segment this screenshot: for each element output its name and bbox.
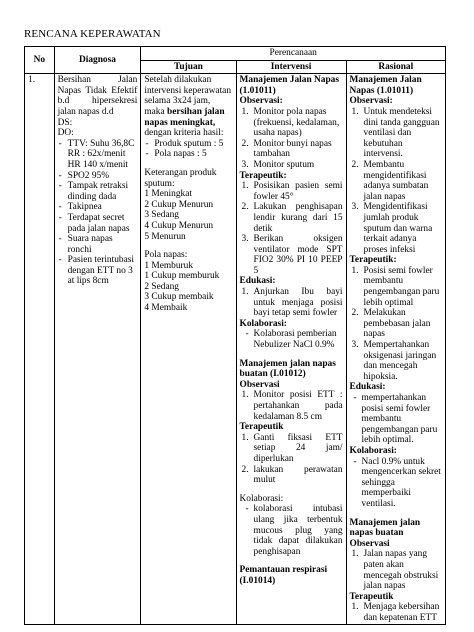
rasional-m1-edu-list	[350, 393, 442, 446]
intervensi-m2-kol-list	[240, 504, 343, 557]
rasional-m1-obs: Observasi:	[349, 96, 393, 107]
cell-no	[25, 74, 55, 625]
list-item: - Pola napas : 5	[144, 149, 232, 160]
list-item: - Pasien terintubasi dengan ETT no 3 at lips 8cm	[58, 255, 138, 287]
intervensi-m1-edu: Edukasi:	[239, 276, 276, 287]
rasional-m2-ter: Terapeutik	[349, 591, 394, 602]
rasional-m1-obs-list	[350, 107, 442, 255]
list-item: - Suara napas ronchi	[58, 234, 138, 255]
list-item: 2. lakukan perawatan mulut	[241, 464, 343, 486]
list-item: 3. Berikan oksigen ventilator mode SPT FIO2 30% PI 10 PEEP 5	[241, 234, 343, 276]
rasional-m2-ter-list	[350, 602, 442, 623]
sputum-label: Keterangan produk sputum:	[144, 167, 217, 189]
list-item: 1. Untuk mendeteksi dini tanda gangguan ventilasi dan kebutuhan intervensi.	[351, 106, 440, 160]
rasional-m2-obs-list	[350, 549, 442, 591]
list-item: - Tampak retraksi dinding dada	[58, 181, 138, 202]
rasional-m1-title: Manajemen Jalan Napas (1.01011)	[349, 75, 422, 96]
header-intervensi: Intervensi	[236, 60, 346, 74]
rasional-m1-ter-list	[350, 266, 442, 383]
scale-item: 1 Memburuk	[144, 260, 194, 271]
diagnosa-ds: DS:	[57, 117, 73, 128]
list-item: 1. Posisi semi fowler membantu pengembangan paru lebih optimal	[351, 265, 440, 308]
header-tujuan: Tujuan	[141, 60, 236, 74]
list-item: 1. Jalan napas yang paten akan mencegah obstruksi jalan napas	[351, 549, 439, 592]
scale-item: 2 Cukup Menurun	[144, 199, 214, 210]
intervensi-m2-obs-list	[240, 390, 343, 422]
intervensi-m1-ter-list	[240, 181, 343, 276]
scale-item: 1 Cukup memburuk	[144, 271, 220, 282]
list-item: 2. Melakukan pembebasan jalan napas	[351, 308, 431, 340]
document-title: RENCANA KEPERAWATAN	[24, 28, 161, 40]
diagnosa-do: DO:	[57, 128, 74, 139]
rasional-m2-title: Manajemen jalan napas buatan	[349, 517, 421, 539]
rasional-m1-edu: Edukasi:	[349, 382, 386, 393]
cell-tujuan	[141, 74, 236, 625]
cell-intervensi	[236, 74, 346, 625]
list-item: 3. Monitor sputum	[241, 159, 315, 170]
list-item: 1. Ganti fiksasi ETT setiap 24 jam/ diperlukan	[241, 432, 343, 464]
header-rasional: Rasional	[346, 60, 445, 74]
diagnosa-intro: Bersihan Jalan Napas Tidak Efektif b.d hipersekresi jalan napas d.d	[57, 75, 138, 117]
rasional-m1-ter: Terapeutik:	[349, 255, 397, 266]
intervensi-m1-title: Manajemen Jalan Napas (1.01011)	[239, 75, 340, 96]
list-item: - mempertahankan posisi semi fowler membantu pengembangan paru lebih optimal.	[354, 393, 442, 446]
list-item: - Takipnea	[58, 202, 138, 213]
list-item: - Kolaborasi pemberian Nebulizer NaCl 0.9%	[246, 329, 343, 350]
scale-item: 4 Cukup Menurun	[144, 220, 214, 231]
diagnosa-list	[58, 139, 138, 287]
cell-diagnosa	[54, 74, 141, 625]
list-item: - Terdapat secret pada jalan napas	[58, 213, 138, 234]
intervensi-m1-edu-list	[240, 287, 343, 319]
scale-item: 4 Membaik	[144, 303, 188, 314]
rasional-m1-kol-list	[350, 457, 442, 510]
intervensi-m1-kol-list	[240, 329, 343, 350]
header-diagnosa: Diagnosa	[54, 47, 141, 74]
tujuan-pre: Setelah dilakukan intervensi keperawatan selama 3x24 jam, maka	[144, 75, 232, 117]
tujuan-post: dengan kriteria hasil:	[144, 128, 224, 139]
header-perencanaan: Perencanaan	[141, 47, 446, 61]
table-row	[25, 74, 446, 625]
list-item: 2. Lakukan penghisapan lendir kurang dari 15 detik	[241, 202, 343, 234]
list-item: 1. Monitor posisi ETT : pertahankan pada kedalaman 8.5 cm	[241, 390, 343, 422]
tujuan-bold: bersihan jalan napas meningkat,	[144, 106, 225, 128]
tujuan-statement	[144, 75, 232, 139]
care-plan-table	[24, 46, 446, 625]
rasional-m2-obs: Observasi	[349, 538, 390, 549]
scale-item: 5 Menurun	[144, 231, 186, 242]
list-item: 3. Mempertahankan oksigenasi jaringan dan mencegah hipoksia.	[351, 340, 437, 382]
cell-rasional	[346, 74, 445, 625]
intervensi-m2-kol: Kolaborasi:	[239, 493, 284, 504]
pola-label: Pola napas:	[144, 250, 188, 261]
intervensi-m1-obs: Observasi:	[239, 96, 283, 107]
rasional-m1-kol: Kolaborasi:	[349, 445, 397, 456]
kriteria-list	[144, 139, 232, 160]
list-item: 1. Monitor pola napas (frekuensi, kedalaman, usaha napas)	[241, 106, 340, 139]
intervensi-m1-obs-list	[240, 107, 343, 171]
scale-item: 1 Meningkat	[144, 189, 192, 200]
list-item: - TTV: Suhu 36,8C RR : 62x/menit HR 140 x/menit	[58, 139, 138, 171]
scale-item: 3 Sedang	[144, 210, 179, 221]
intervensi-m2-ter-list	[240, 433, 343, 486]
list-item: - Nacl 0.9% untuk mengencerkan sekret sehingga memperbaiki ventilasi.	[354, 457, 442, 510]
list-item: 1. Anjurkan Ibu bayi untuk menjaga posisi bayi tetap semi fowler	[241, 287, 343, 319]
row-number: 1.	[28, 75, 36, 86]
intervensi-m2-ter: Terapeutik	[239, 422, 284, 433]
intervensi-m3-title: Pemantauan respirasi (I.01014)	[239, 565, 328, 586]
list-item: - kolaborasi intubasi ulang jika terbentuk mucous plug yang tidak dapat dilakukan penghisapan	[246, 504, 343, 557]
scale-item: 3 Cukup membaik	[144, 292, 214, 303]
list-item: 2. Membantu mengidentifikasi adanya sumbatan jalan napas	[351, 159, 429, 202]
list-item: - SPO2 95%	[58, 171, 138, 182]
list-item: 2. Monitor bunyi napas tambahan	[241, 138, 332, 160]
list-item: 1. Posisikan pasien semi fowler 45°	[241, 181, 343, 202]
header-no: No	[25, 47, 55, 74]
intervensi-m2-title: Manajemen jalan napas buatan (I.01012)	[239, 358, 336, 380]
intervensi-m1-ter: Terapeutik:	[239, 170, 287, 181]
list-item: - Produk sputum : 5	[144, 139, 232, 150]
list-item: 3. Mengidentifikasi jumlah produk sputum dan warna terkait adanya proses infeksi	[351, 202, 433, 255]
intervensi-m1-kol: Kolaborasi:	[239, 318, 287, 329]
intervensi-m2-obs: Observasi	[239, 379, 280, 390]
scale-item: 2 Sedang	[144, 281, 179, 292]
list-item: 1. Menjaga kebersihan dan kepatenan ETT	[351, 602, 440, 623]
